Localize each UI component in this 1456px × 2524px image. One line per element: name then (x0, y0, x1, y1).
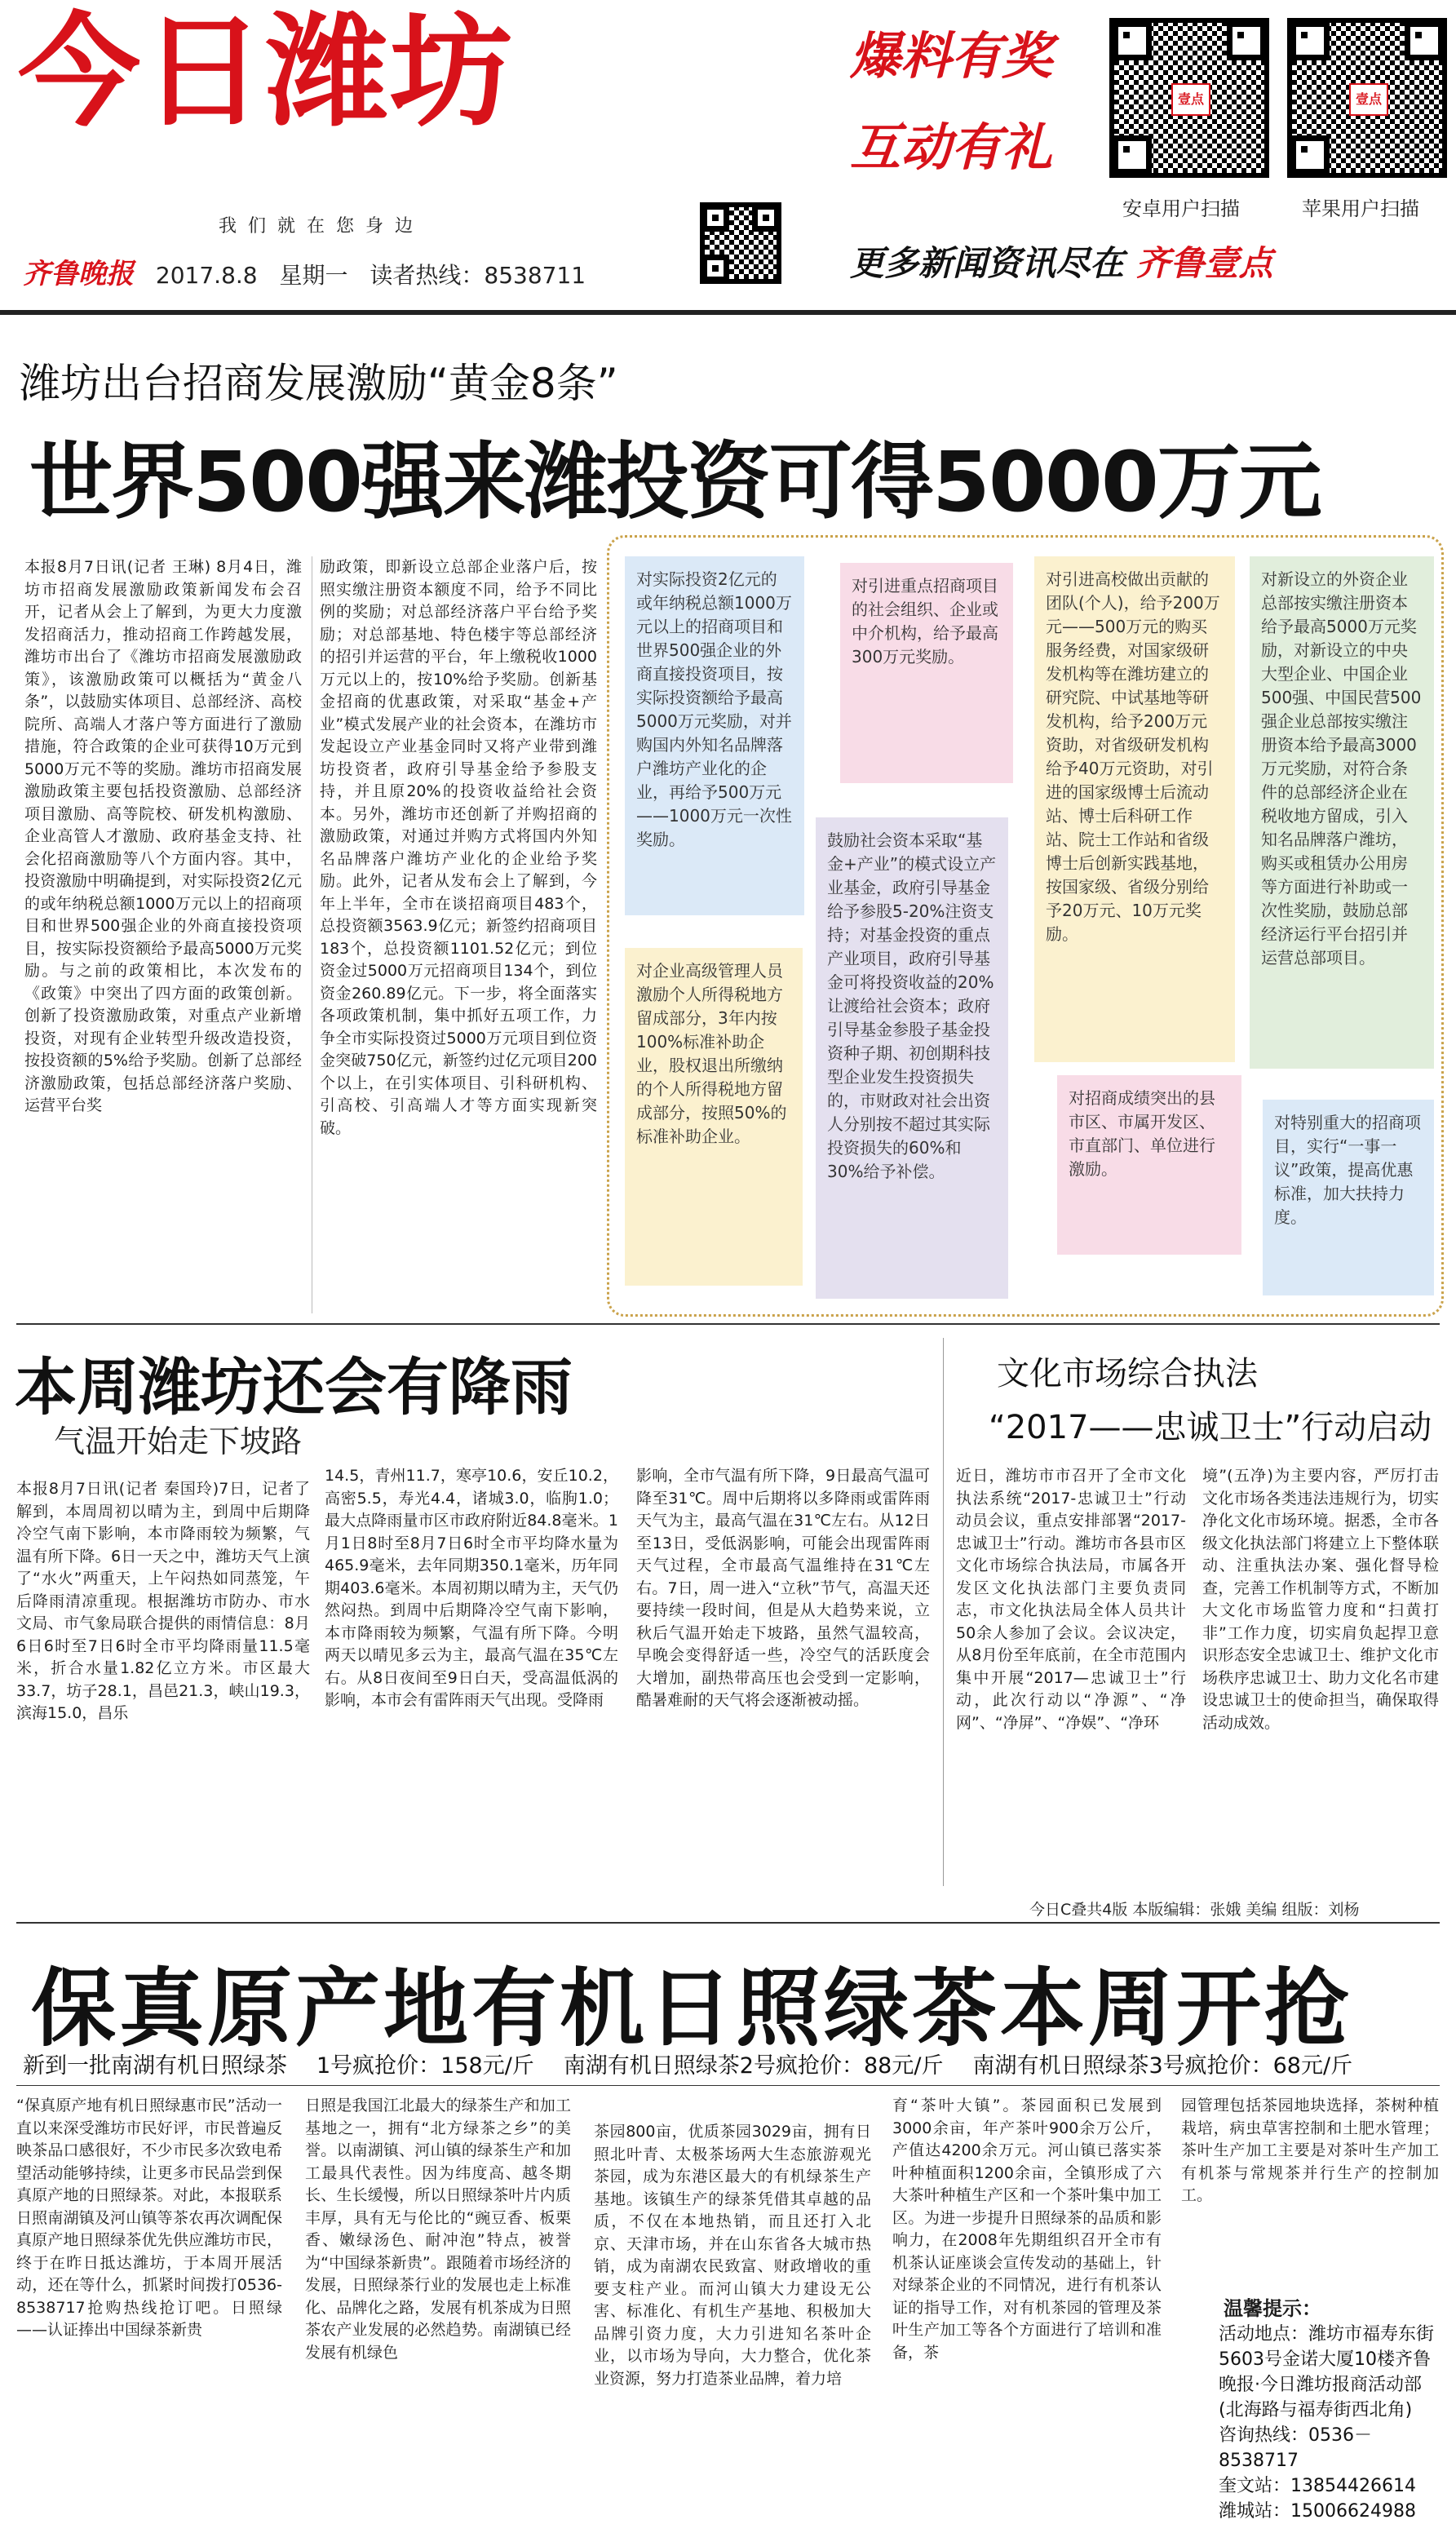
story1-kicker: 潍坊出台招商发展激励“黄金8条” (20, 360, 618, 407)
policy-note-executives: 对企业高级管理人员激励个人所得税地方留成部分，3年内按100%标准补助企业，股权退出所缴纳的个人所得税地方留成部分，按照50%的标准补助企业。 (625, 948, 803, 1286)
story1-column-2: 励政策，即新设立总部企业落户后，按照实缴注册资本额度不同，给予不同比例的奖励；对总部经济落户平台给予奖励；对总部基地、特色楼宇等总部经济的招引并运营的平台，年上缴税收1000万元以上的，按10%给予奖励。创新基金招商的优惠政策，对采取“基金+产业”模式发展产业的社会资本，在潍坊市发起设立产业基金同时又将产业带到潍坊投资者，政府引导基金给予参股支持，并且原20%的投资收益给社会资本。另外，潍坊市还创新了并购招商的激励政策，对通过并购方式将国内外知名品牌落户潍坊产业化的企业给予奖励。此外，记者从发布会上了解到，今年上半年，全市在谈招商项目483个，总投资额3563.9亿元；新签约招商项目183个，总投资额1101.52亿元；到位资金过5000万元招商项目134个，到位资金260.89亿元。下一步，将全面落实各项政策机制，集中抓好五项工作，力争全市实际投资过5000万元项目到位资金突破750亿元，新签约过亿元项目200个以上，在引实体项目、引科研机构、引高校、引高端人才等方面实现新突破。 (320, 558, 597, 1137)
qr-logo-icon: 壹点 (1349, 83, 1388, 116)
tips-box (1219, 2322, 1439, 2524)
qr-logo-icon: 壹点 (1171, 83, 1210, 116)
story4-column-1: “保真原产地有机日照绿惠市民”活动一直以来深受潍坊市民好评，市民普遍反映茶品口感很好，不少市民多次致电希望活动能够持续，让更多市民品尝到保真原产地的日照绿茶。对此，本报联系日照南湖镇及河山镇等茶农再次调配保真原产地日照绿茶优先供应潍坊市民，终于在昨日抵达潍坊，于本周开展活动，还在等什么，抓紧时间拨打0536-8538717抢购热线抢订吧。日照绿——认证捧出中国绿茶新贵 (16, 2097, 282, 2339)
policy-note-special: 对特别重大的招商项目，实行“一事一议”政策，提高优惠标准，加大扶持力度。 (1263, 1100, 1434, 1295)
masthead-slogan: 我们就在您身边 (219, 216, 425, 237)
policy-note-fund: 鼓励社会资本采取“基金+产业”的模式设立产业基金，政府引导基金给予参股5-20%注资支持；对基金投资的重点产业项目，政府引导基金可将投资收益的20%让渡给社会资本；政府引导基金参股子基金投资种子期、初创期科技型企业发生投资损失的，市财政对社会出资人分别按不超过其实际投资损失的60%和30%给予补偿。 (816, 817, 1008, 1299)
price-2: 南湖有机日照绿茶2号疯抢价：88元/斤 (563, 2053, 944, 2079)
price-3: 南湖有机日照绿茶3号疯抢价：68元/斤 (972, 2053, 1353, 2079)
story4-headline: 保真原产地有机日照绿茶本周开抢 (31, 1959, 1353, 2058)
policy-note-college: 对引进高校做出贡献的团队(个人)，给予200万元——500万元的购买服务经费，对国家级研发机构等在潍坊建立的研究院、中试基地等研发机构，给予200万元资助，对省级研发机构给予40万元资助，对引进的国家级博士后流动站、博士后科研工作站、院士工作站和省级博士后创新实践基地，按国家级、省级分别给予20万元、10万元奖励。 (1034, 556, 1235, 1062)
story2-headline: 本周潍坊还会有降雨 (15, 1351, 573, 1424)
policy-note-agency: 对引进重点招商项目的社会组织、企业或中介机构，给予最高300万元奖励。 (840, 563, 1013, 783)
story3-bottom-rule (16, 1922, 1440, 1924)
masthead-divider (0, 310, 1456, 315)
masthead-qr-code[interactable] (700, 202, 781, 284)
issue-weekday: 星期一 (279, 262, 348, 289)
policy-note-headquarters: 对新设立的外资企业总部按实缴注册资本给予最高5000万元奖励，对新设立的中央大型企业、中国企业500强、中国民营500强企业总部按实缴注册资本给予最高3000万元奖励，对符合条件的总部经济企业在税收地方留成，引入知名品牌落户潍坊，购买或租赁办公用房等方面进行补助或一次性奖励，鼓励总部经济运行平台招引并运营总部项目。 (1250, 556, 1434, 1069)
story2-column-1: 本报8月7日讯(记者 秦国玲)7日，记者了解到，本周周初以晴为主，到周中后期降冷空气南下影响，本市降雨较为频繁，气温有所下降。6日一天之中，潍坊天气上演了“水火”两重天，上午闷热如同蒸笼，午后降雨清凉重现。根据潍坊市防办、市水文局、市气象局联合提供的雨情信息：8月6日6时至7日6时全市平均降雨量11.5毫米，折合水量1.82亿立方米。市区最大33.7，坊子28.1，昌邑21.3，峡山19.3，滨海15.0，昌乐 (16, 1480, 310, 1722)
reader-hotline: 读者热线：8538711 (370, 262, 586, 289)
masthead-meta (23, 251, 600, 291)
story3-title: “2017——忠诚卫士”行动启动 (989, 1409, 1432, 1446)
issue-date: 2017.8.8 (155, 262, 258, 289)
policy-note-investment: 对实际投资2亿元的或年纳税总额1000万元以上的招商项目和世界500强企业的外商直接投资项目，按实际投资额给予最高5000万元奖励，对并购国内外知名品牌落户潍坊产业化的企业，再给予500万元——1000万元一次性奖励。 (625, 556, 804, 915)
story3-column-2: 境”(五净)为主要内容，严厉打击文化市场各类违法违规行为，切实净化文化市场环境。据悉，全市各级文化执法部门将建立上下整体联动、注重执法办案、强化督导检查，完善工作机制等方式，不断加大文化市场监管力度和“扫黄打非”工作力度，切实肩负起捍卫意识形态安全忠诚卫士、维护文化市场秩序忠诚卫士、助力文化名市建设忠诚卫士的使命担当，确保取得活动成效。 (1202, 1467, 1439, 1732)
story2-column-3: 影响，全市气温有所下降，9日最高气温可降至31℃。周中后期将以多降雨或雷阵雨天气为主，最高气温在31℃左右。从12日至13日，受低涡影响，可能会出现雷阵雨天气过程，全市最高气温维持在31℃左右。7日，周一进入“立秋”节气，高温天还要持续一段时间，但是从大趋势来说，立秋后气温开始走下坡路，虽然气温较高，早晚会变得舒适一些，冷空气的活跃度会大增加，副热带高压也会受到一定影响，酷暑难耐的天气将会逐渐被动摇。 (636, 1467, 930, 1709)
more-news-banner (850, 237, 1273, 286)
tips-title: 温馨提示： (1224, 2297, 1321, 2320)
story-divider-vertical (943, 1338, 944, 1886)
more-news-text: 更多新闻资讯尽在 (850, 243, 1125, 283)
tip-stations: 奎文站：13854426614 潍城站：15006624988 (1219, 2476, 1416, 2522)
scan-android-label: 安卓用户扫描 (1122, 197, 1240, 220)
story4-column-4: 育“茶叶大镇”。茶园面积已发展到3000余亩，年产茶叶900余万公斤，产值达4200余万元。河山镇已落实茶叶种植面积1200余亩，全镇形成了六大茶叶种植生产区和一个茶叶集中加工区。为进一步提升日照绿茶的品质和影响力，在2008年先期组织召开全市有机茶认证座谈会宣传发动的基础上，针对绿茶企业的不同情况，进行有机茶认证的指导工作，对有机茶园的管理及茶叶生产加工等各个方面进行了培训和准备，茶 (892, 2097, 1162, 2362)
apple-qr-code[interactable] (1287, 18, 1447, 178)
scan-apple-label: 苹果用户扫描 (1302, 197, 1419, 220)
story2-subheadline: 气温开始走下坡路 (54, 1424, 303, 1459)
price-intro: 新到一批南湖有机日照绿茶 (23, 2053, 287, 2079)
tea-price-bar (23, 2048, 1382, 2079)
story1-column-1: 本报8月7日讯(记者 王琳) 8月4日，潍坊市招商发展激励政策新闻发布会召开，记者从会上了解到，为更大力度激发招商活力，推动招商工作跨越发展，潍坊市出台了《潍坊市招商发展激励政策》，该激励政策可以概括为“黄金八条”，以鼓励实体项目、总部经济、高校院所、高端人才落户等方面进行了激励措施，符合政策的企业可获得10万元到5000万元不等的奖励。潍坊市招商发展激励政策主要包括投资激励、总部经济项目激励、高等院校、研发机构激励、企业高管人才激励、政府基金支持、社会化招商激励等八个方面内容。其中，投资激励中明确提到，对实际投资2亿元的或年纳税总额1000万元以上的招商项目和世界500强企业的外商直接投资项目，按实际投资额给予最高5000万元奖励。与之前的政策相比，本次发布的《政策》中突出了四方面的政策创新。创新了投资激励政策，对重点产业新增投资，对现有企业转型升级改造投资，按投资额的5%给予奖励。创新了总部经济激励政策，包括总部经济落户奖励、运营平台奖 (24, 558, 302, 1114)
price-bar-rule (16, 2085, 1440, 2086)
story1-headline: 世界500强来潍投资可得5000万元 (29, 434, 1321, 531)
page-footline: 今日C叠共4版 本版编辑：张娥 美编 组版：刘杨 (1029, 1901, 1360, 1919)
policy-note-reward: 对招商成绩突出的县市区、市属开发区、市直部门、单位进行激励。 (1057, 1075, 1241, 1255)
story1-bottom-rule (16, 1323, 1440, 1325)
story4-column-3: 茶园800亩，优质茶园3029亩，拥有日照北叶青、太极茶场两大生态旅游观光茶园，成为东港区最大的有机绿茶生产基地。该镇生产的绿茶凭借其卓越的品质，不仅在本地热销，而且还打入北京、天津市场，并在山东省各大城市热销，成为南湖农民致富、财政增收的重要支柱产业。而河山镇大力建设无公害、标准化、有机生产基地、积极加大品牌引资力度，大力引进知名茶叶企业，以市场为导向，大力整合，优化茶业资源，努力打造茶业品牌，着力培 (594, 2123, 871, 2388)
price-1: 1号疯抢价：158元/斤 (316, 2053, 534, 2079)
tip-hotline: 咨询热线：0536－8538717 (1219, 2425, 1372, 2471)
promo-line-1: 爆料有奖 (850, 26, 1053, 86)
promo-line-2: 互动有礼 (850, 117, 1053, 177)
tip-location: 活动地点：潍坊市福寿东街5603号金诺大厦10楼齐鲁晚报·今日潍坊报商活动部(北海路与福寿街西北角) (1219, 2324, 1435, 2420)
story3-kicker: 文化市场综合执法 (997, 1355, 1258, 1393)
masthead-title: 今日潍坊 (18, 2, 515, 144)
story2-column-2: 14.5，青州11.7，寒亭10.6，安丘10.2，高密5.5，寿光4.4，诸城3.0，临朐1.0；最大点降雨量市区市政府附近84.8毫米。1月1日8时至8月7日6时全市平均降水量为465.9毫米，去年同期350.1毫米，历年同期403.6毫米。本周初期以晴为主，天气仍然闷热。到周中后期降冷空气南下影响，本市降雨较为频繁，气温有所下降。今明两天以晴见多云为主，最高气温在35℃左右。从8日夜间至9日白天，受高温低涡的影响，本市会有雷阵雨天气出现。受降雨 (325, 1467, 618, 1709)
android-qr-code[interactable] (1109, 18, 1269, 178)
more-news-brand: 齐鲁壹点 (1135, 243, 1273, 283)
story4-column-2: 日照是我国江北最大的绿茶生产和加工基地之一，拥有“北方绿茶之乡”的美誉。以南湖镇、河山镇的绿茶生产和加工最具代表性。因为纬度高、越冬期长、生长缓慢，所以日照绿茶叶片内质丰厚，具有无与伦比的“豌豆香、板栗香、嫩绿汤色、耐冲泡”特点，被誉为“中国绿茶新贵”。跟随着市场经济的发展，日照绿茶行业的发展也走上标准化、品牌化之路，发展有机茶成为日照茶农产业发展的必然趋势。南湖镇已经发展有机绿色 (305, 2097, 571, 2362)
newspaper-brand: 齐鲁晚报 (23, 258, 134, 290)
story4-column-5: 园管理包括茶园地块选择，茶树种植栽培，病虫草害控制和土肥水管理；茶叶生产加工主要是对茶叶生产加工有机茶与常规茶并行生产的控制加工。 (1181, 2097, 1439, 2204)
story3-column-1: 近日，潍坊市市召开了全市文化执法系统“2017-忠诚卫士”行动动员会议，重点安排部署“2017-忠诚卫士”行动。潍坊市各县市区文化市场综合执法局，市属各开发区文化执法部门主要负责同志，市文化执法局全体人员共计50余人参加了会议。会议决定，从8月份至年底前，在全市范围内集中开展“2017—忠诚卫士”行动，此次行动以“净源”、“净网”、“净屏”、“净娱”、“净环 (956, 1467, 1186, 1732)
